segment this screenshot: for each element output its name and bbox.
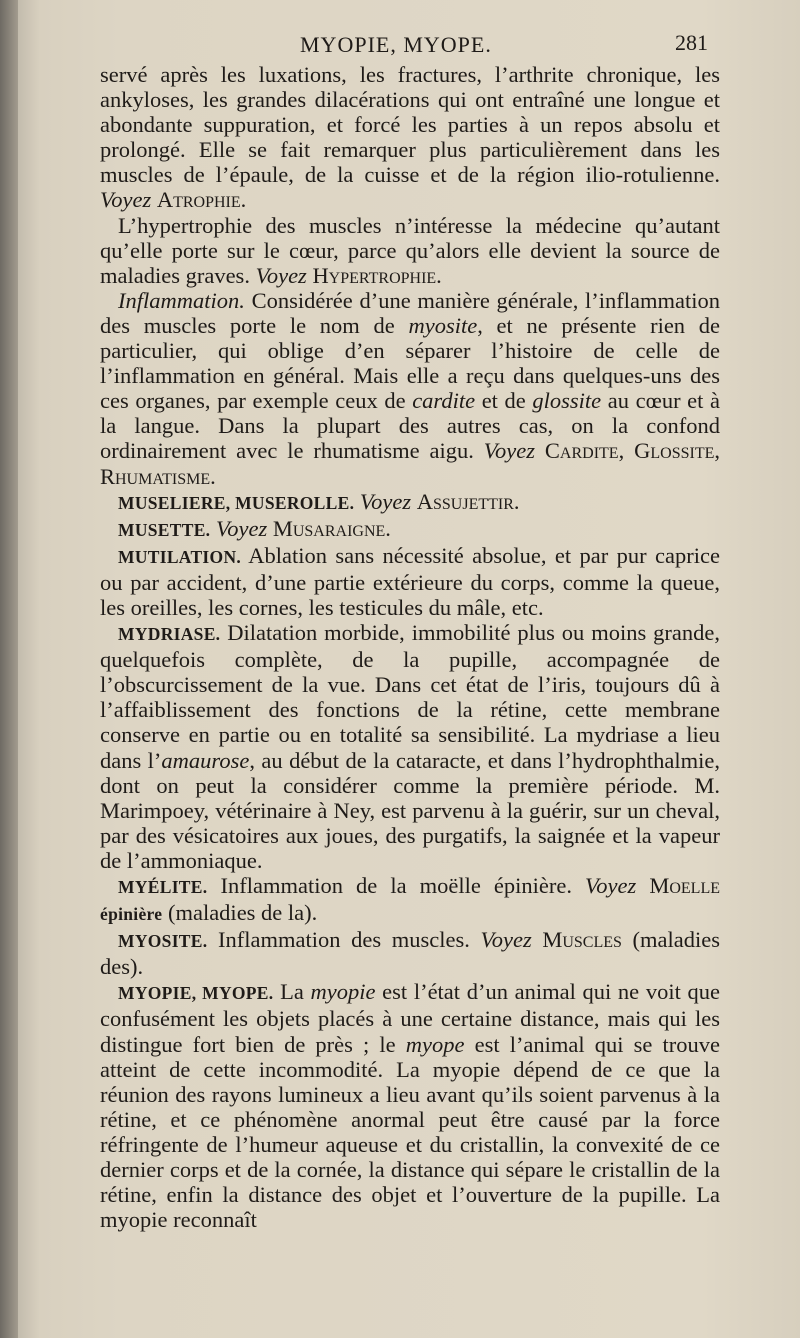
cross-reference: Musaraigne. [272, 515, 391, 541]
cross-reference: Muscles [542, 927, 622, 953]
entry-text: Inflammation de la moëlle épinière. [207, 873, 586, 898]
see-also-label: Voyez [100, 187, 152, 213]
paragraph-text: et de [475, 388, 533, 414]
book-spine [0, 0, 18, 1338]
cross-reference: Moelle [649, 873, 720, 898]
entry-headword: MUTILATION. [118, 546, 242, 567]
page-body [100, 62, 720, 1232]
see-also-label: Voyez [585, 873, 637, 898]
entry-text: Inflammation des muscles. [207, 927, 481, 953]
entry-mutilation [100, 543, 720, 620]
entry-text: , au début de la cataracte, et dans l’hydrophthalmie, dont on peut la considérer comme la première période. M. Marimpoey, vétérinaire à Ney, est parvenu à la guérir, sur un cheval, par des vésicatoires aux joues, des purgatifs, la saignée et la vapeur de l’ammoniaque. [100, 747, 720, 873]
entry-headword: MYOSITE. [118, 931, 208, 952]
running-head [100, 28, 720, 62]
paragraph-text: L’hypertrophie des muscles n’intéresse la médecine qu’autant qu’elle porte sur le cœur, parce qu’alors elle devient la source de maladies graves. [100, 212, 720, 288]
italic-term: glossite [532, 388, 602, 414]
see-also-label: Voyez [359, 488, 412, 514]
entry-museliere [100, 489, 720, 516]
section-term: Inflammation. [118, 287, 245, 313]
paragraph-text: Considérée d’une manière générale, l’inflammation des muscles porte le nom de [100, 287, 720, 338]
entry-text: Ablation sans nécessité absolue, et par pur caprice ou par accident, d’une partie extérieure du corps, comme la queue, les oreilles, les cornes, les testicules du mâle, etc. [100, 542, 720, 620]
entry-text: (maladies de la). [162, 900, 318, 926]
paragraph-text: , et ne présente rien de particulier, qui oblige d’en séparer l’histoire de celle de l’inflammation en général. Mais elle a reçu dans quelques-uns des ces organes, par exemple ceux de [100, 312, 721, 414]
cross-reference: Hypertrophie. [312, 262, 442, 288]
entry-text: La [273, 979, 311, 1005]
entry-headword: MYDRIASE. [118, 624, 221, 645]
entry-headword: MUSELIERE, MUSEROLLE. [118, 492, 355, 513]
paragraph-text: au cœur et à la langue. Dans la plupart des autres cas, on la confond ordinairement avec le rhumatisme aigu. [100, 388, 720, 464]
entry-headword: MYOPIE, MYOPE. [118, 983, 274, 1004]
cross-reference: Atrophie. [156, 187, 247, 213]
see-also-label: Voyez [255, 262, 307, 288]
paragraph-inflammation [100, 288, 720, 489]
entry-myosite [100, 927, 720, 979]
running-title: MYOPIE, MYOPE. [300, 32, 492, 57]
paragraph-atrophie [100, 62, 720, 213]
entry-myelite [100, 873, 720, 927]
entry-headword: MUSETTE. [118, 519, 211, 540]
entry-myopie [100, 979, 720, 1232]
entry-text: (maladies des). [100, 927, 721, 980]
cross-reference: épinière [100, 904, 163, 925]
entry-text: est l’état d’un animal qui ne voit que confusément les objets placés à une certaine distance, mais qui les distingue fort bien de près ; le [100, 979, 720, 1057]
italic-term: amaurose [161, 747, 250, 773]
cross-reference: Assujettir. [416, 488, 520, 514]
page-number: 281 [675, 30, 708, 55]
italic-term: myopie [310, 979, 376, 1005]
paragraph-text: servé après les luxations, les fractures, l’arthrite chronique, les ankyloses, les grandes dilacérations qui ont entraîné une longue et abondante suppuration, et forcé les parties à un repos absolu et prolongé. Elle se fait remarquer plus particulièrement dans les muscles de l’épaule, de la cuisse et de la région ilio-rotulienne. [100, 62, 720, 188]
entry-mydriase [100, 620, 720, 873]
entry-musette [100, 516, 720, 543]
entry-text: Dilatation morbide, immobilité plus ou moins grande, quelquefois complète, de la pupille, accompagnée de l’obscurcissement de la vue. Dans cet état de l’iris, toujours dû à l’affaiblissement des fonctions de la rétine, cette membrane conserve en partie ou en totalité sa sensibilité. La mydriase a lieu dans l’ [100, 620, 720, 773]
cross-reference: Cardite, Glossite, Rhumatisme. [100, 438, 720, 489]
italic-term: myosite [408, 312, 478, 338]
italic-term: cardite [412, 388, 476, 414]
see-also-label: Voyez [480, 927, 532, 953]
see-also-label: Voyez [215, 515, 268, 541]
italic-term: myope [405, 1031, 465, 1057]
entry-text: est l’animal qui se trouve atteint de cette incommodité. La myopie dépend de ce que la réunion des rayons lumineux a lieu avant qu’ils soient parvenus à la rétine, et ce phénomène anormal peut être causé par la force réfringente de l’humeur aqueuse et du cristallin, la convexité de ce dernier corps et de la cornée, la distance qui sépare le cristallin de la rétine, enfin la distance des objet et l’ouverture de la pupille. La myopie reconnaît [100, 1031, 720, 1233]
entry-headword: MYÉLITE. [118, 877, 208, 897]
book-page [100, 28, 720, 1318]
see-also-label: Voyez [483, 438, 536, 464]
paragraph-hypertrophie [100, 213, 720, 288]
